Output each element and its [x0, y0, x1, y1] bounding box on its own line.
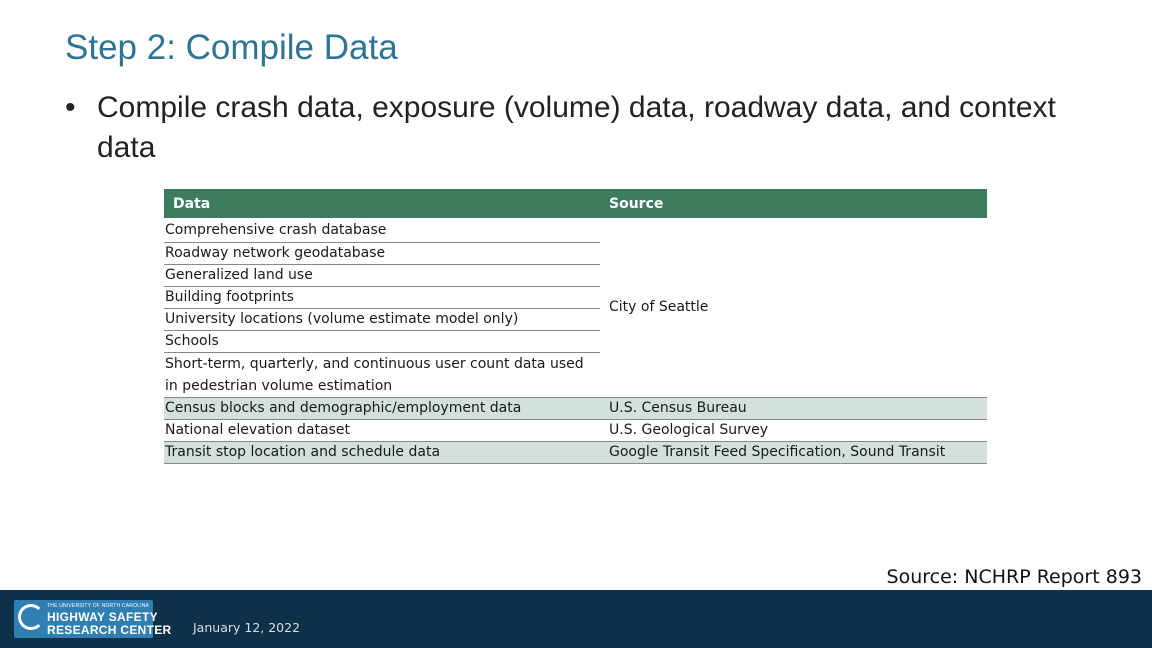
footer-date: January 12, 2022 [193, 620, 301, 635]
cell-data: Short-term, quarterly, and continuous user count data used in pedestrian volume estimation [164, 353, 600, 398]
bullet-item [65, 88, 1085, 168]
bullet-dot: • [65, 91, 76, 124]
cell-source: U.S. Geological Survey [600, 420, 987, 442]
table-row [164, 398, 987, 420]
source-note: Source: NCHRP Report 893 [886, 566, 1142, 588]
logo-line-2: RESEARCH CENTER [47, 623, 172, 637]
table-header-row [164, 189, 987, 218]
cell-data: Schools [164, 331, 600, 353]
cell-data: Census blocks and demographic/employment data [164, 398, 600, 420]
cell-data: University locations (volume estimate model only) [164, 309, 600, 331]
cell-data: Comprehensive crash database [164, 218, 600, 243]
table-row [164, 420, 987, 442]
cell-data: Generalized land use [164, 265, 600, 287]
logo-line-1: HIGHWAY SAFETY [47, 610, 158, 624]
bullet-text: Compile crash data, exposure (volume) data, roadway data, and context data [97, 91, 1056, 164]
table-row [164, 218, 987, 243]
slide-title: Step 2: Compile Data [65, 28, 398, 67]
cell-source: Google Transit Feed Specification, Sound Transit [600, 442, 987, 464]
header-source: Source [600, 189, 987, 218]
cell-data: Transit stop location and schedule data [164, 442, 600, 464]
footer-bar [0, 590, 1152, 648]
cell-source-merged: City of Seattle [600, 218, 987, 398]
cell-data: National elevation dataset [164, 420, 600, 442]
hsrc-logo [14, 600, 172, 638]
logo-ring-icon [18, 604, 44, 630]
table-row [164, 442, 987, 464]
logo-university-text: THE UNIVERSITY OF NORTH CAROLINA [47, 603, 150, 609]
cell-data: Roadway network geodatabase [164, 243, 600, 265]
cell-data: Building footprints [164, 287, 600, 309]
cell-source: U.S. Census Bureau [600, 398, 987, 420]
data-sources-table [164, 189, 987, 464]
header-data: Data [164, 189, 600, 218]
